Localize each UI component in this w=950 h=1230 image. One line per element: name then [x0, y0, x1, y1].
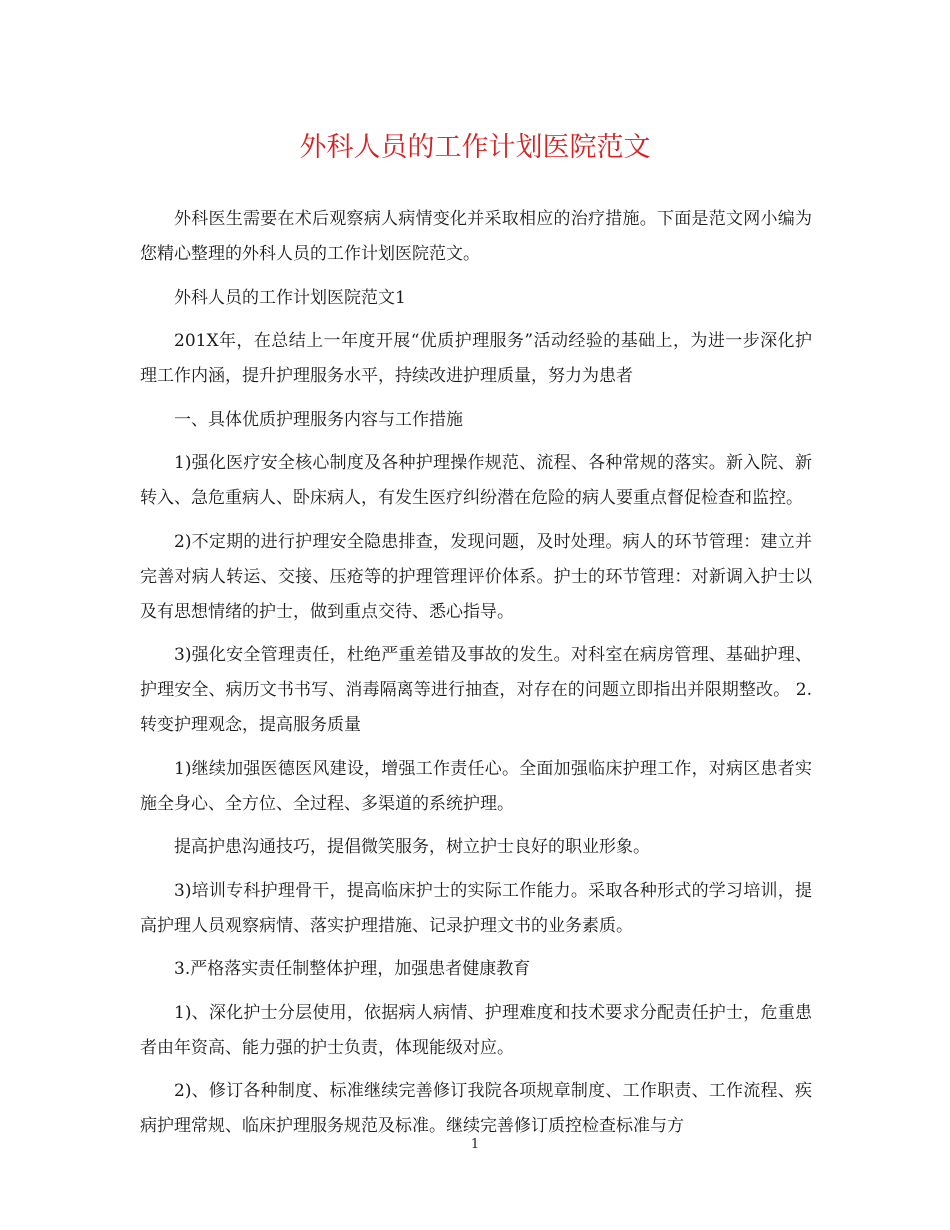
paragraph-intro: 外科医生需要在术后观察病人病情变化并采取相应的治疗措施。下面是范文网小编为您精心整理的外科人员的工作计划医院范文。 [140, 209, 812, 264]
paragraph: 2)不定期的进行护理安全隐患排查，发现问题，及时处理。病人的环节管理：建立并完善对病人转运、交接、压疮等的护理管理评价体系。护士的环节管理：对新调入护士以及有思想情绪的护士，做到重点交待、悉心指导。 [140, 531, 812, 622]
paragraph: 提高护患沟通技巧，提倡微笑服务，树立护士良好的职业形象。 [174, 837, 650, 857]
paragraph: 1)、深化护士分层使用，依据病人病情、护理难度和技术要求分配责任护士，危重患者由年资高、能力强的护士负责，体现能级对应。 [140, 1002, 812, 1058]
paragraph: 1)继续加强医德医风建设，增强工作责任心。全面加强临床护理工作，对病区患者实施全身心、全方位、全过程、多渠道的系统护理。 [140, 758, 812, 814]
paragraph: 1)强化医疗安全核心制度及各种护理操作规范、流程、各种常规的落实。新入院、新转入、急危重病人、卧床病人，有发生医疗纠纷潜在危险的病人要重点督促检查和监控。 [140, 453, 812, 508]
page-number: 1 [470, 1137, 480, 1152]
document-title: 外科人员的工作计划医院范文 [299, 132, 651, 163]
paragraph-heading: 3.严格落实责任制整体护理，加强患者健康教育 [174, 959, 531, 979]
paragraph: 3)培训专科护理骨干，提高临床护士的实际工作能力。采取各种形式的学习培训，提高护理人员观察病情、落实护理措施、记录护理文书的业务素质。 [140, 880, 812, 936]
document-body [140, 202, 812, 1153]
paragraph: 201X年，在总结上一年度开展“优质护理服务”活动经验的基础上，为进一步深化护理工作内涵，提升护理服务水平，持续改进护理质量，努力为患者 [140, 331, 812, 386]
paragraph: 3)强化安全管理责任，杜绝严重差错及事故的发生。对科室在病房管理、基础护理、护理安全、病历文书书写、消毒隔离等进行抽查，对存在的问题立即指出并限期整改。 2.转变护理观念，提高服务质量 [140, 645, 812, 735]
paragraph-heading: 一、具体优质护理服务内容与工作措施 [174, 409, 463, 430]
paragraph-section-heading: 外科人员的工作计划医院范文1 [174, 287, 406, 308]
paragraph: 2)、修订各种制度、标准继续完善修订我院各项规章制度、工作职责、工作流程、疾病护理常规、临床护理服务规范及标准。继续完善修订质控检查标准与方 [140, 1081, 812, 1136]
